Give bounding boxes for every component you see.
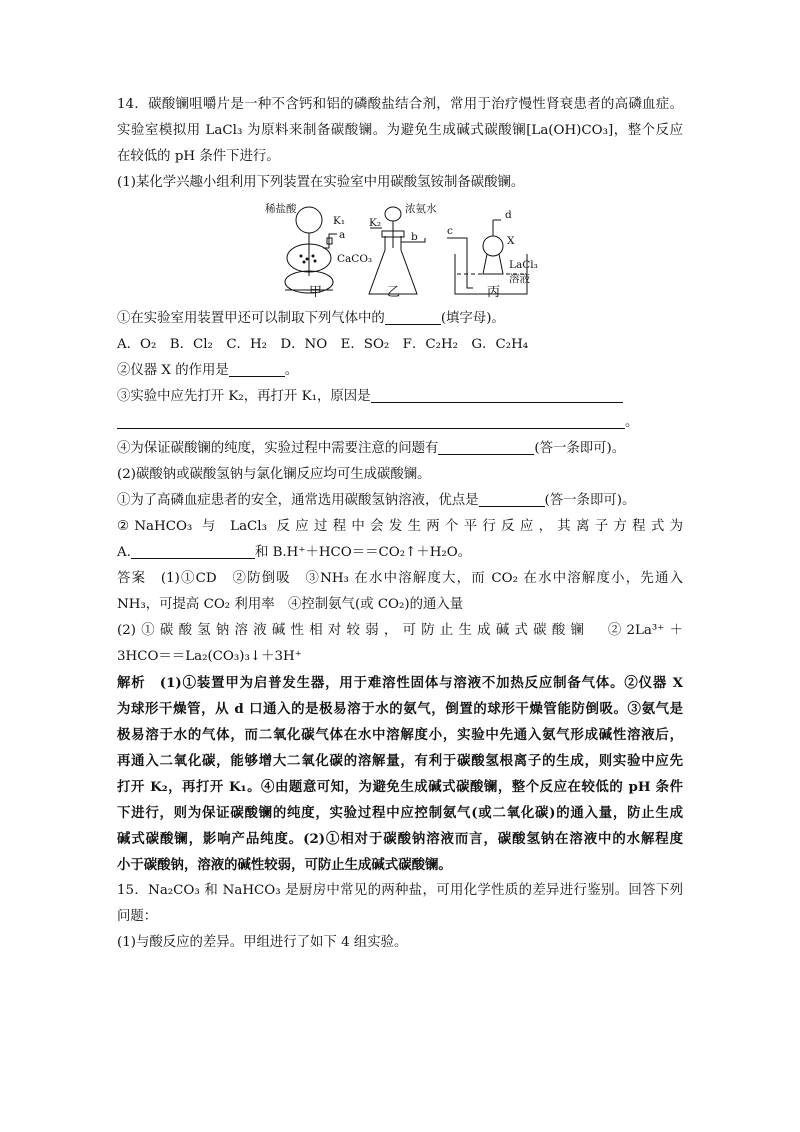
- analysis-line-4: 再通入二氧化碳，能够增大二氧化碳的溶解量，有利于碳酸氢根离子的生成，则实验中应先: [117, 753, 683, 769]
- q14-sub-2-tail: 。: [284, 363, 299, 378]
- q14-sub-2-text: ②仪器 X 的作用是: [117, 363, 229, 378]
- label-k2: K₂: [369, 217, 382, 229]
- q14-part-2-sub-2: ②NaHCO₃ 与 LaCl₃ 反应过程中会发生两个平行反应，其离子方程式为: [117, 519, 683, 534]
- q14-options: A．O₂ B．Cl₂ C．H₂ D．NO E．SO₂ F．C₂H₂ G．C₂H₄: [117, 337, 529, 352]
- q14-line-1: 14．碳酸镧咀嚼片是一种不含钙和铝的磷酸盐结合剂，常用于治疗慢性肾衰患者的高磷血症。: [117, 97, 683, 112]
- answer-blank-2: [229, 360, 285, 377]
- apparatus-figure: [117, 196, 683, 306]
- answer-blank-3b: [117, 412, 625, 429]
- label-x: X: [507, 235, 515, 247]
- analysis-line-6: 下进行，则为保证碳酸镧的纯度，实验过程中应控制氨气(或二氧化碳)的通入量，防止生成: [117, 805, 683, 821]
- q14-sub-3-text: ③实验中应先打开 K₂，再打开 K₁，原因是: [117, 389, 371, 404]
- answer-line-3: (2)①碳酸氢钠溶液碱性相对较弱，可防止生成碱式碳酸镧 ②2La³⁺＋: [117, 623, 683, 638]
- label-solution: 溶液: [509, 273, 530, 285]
- analysis-line-3: 极易溶于水的气体，而二氧化碳气体在水中溶解度小，实验中先通入氨气形成碱性溶液后，: [117, 727, 683, 743]
- q14-sub-1-tail: (填字母)。: [440, 311, 505, 326]
- answer-line-2: NH₃，可提高 CO₂ 利用率 ④控制氨气(或 CO₂)的通入量: [117, 597, 464, 612]
- analysis-line-1: 解析 (1)①装置甲为启普发生器，用于难溶性固体与溶液不加热反应制备气体。②仪器 X: [117, 675, 683, 691]
- label-b: b: [411, 231, 418, 243]
- q14-sub-4-text: ④为保证碳酸镧的纯度，实验过程中需要注意的问题有: [117, 441, 439, 456]
- q14-part-2-sub-1: [117, 488, 683, 514]
- label-conc-nh3: 浓氨水: [405, 203, 437, 215]
- answer-line-4: 3HCO＝＝La₂(CO₃)₃↓＋3H⁺: [117, 649, 302, 664]
- q14-sub-3: [117, 384, 683, 410]
- drying-tube-x: [483, 236, 503, 256]
- kipp-top-bulb: [296, 207, 322, 233]
- label-k1: K₁: [333, 215, 346, 227]
- q15-line-3: (1)与酸反应的差异。甲组进行了如下 4 组实验。: [117, 935, 408, 950]
- q14-part-2-sub-1-text: ①为了高磷血症患者的安全，通常选用碳酸氢钠溶液，优点是: [117, 493, 479, 508]
- analysis-line-5: 打开 K₂，再打开 K₁。④由题意可知，为避免生成碱式碳酸镧，整个反应在较低的 pH 条件: [117, 779, 683, 795]
- q14-sub-1-text: ①在实验室用装置甲还可以制取下列气体中的: [117, 311, 385, 326]
- q14-sub-3-end: 。: [625, 415, 639, 430]
- analysis-line-8: 小于碳酸钠，溶液的碱性较弱，可防止生成碱式碳酸镧。: [117, 857, 452, 873]
- q14-part-2-sub-2-cont: [117, 540, 683, 566]
- answer-blank-3a: [371, 386, 623, 403]
- answer-line-1: 答案 (1)①CD ②防倒吸 ③NH₃ 在水中溶解度大，而 CO₂ 在水中溶解度小，先通入: [117, 571, 683, 586]
- label-c: c: [447, 225, 453, 237]
- q15-line-1: 15．Na₂CO₃ 和 NaHCO₃ 是厨房中常见的两种盐，可用化学性质的差异进行鉴别。回答下列: [117, 883, 683, 898]
- analysis-line-2: 为球形干燥管，从 d 口通入的是极易溶于水的氨气，倒置的球形干燥管能防倒吸。③氨气是: [117, 701, 683, 717]
- q14-line-2: 实验室模拟用 LaCl₃ 为原料来制备碳酸镧。为避免生成碱式碳酸镧[La(OH)CO₃]，整个反应: [117, 123, 683, 138]
- q14-sub-1: [117, 306, 683, 332]
- label-dilute-hcl: 稀盐酸: [265, 203, 297, 215]
- q14-eq-a-label: A.: [117, 545, 131, 560]
- q14-sub-4-tail: (答一条即可)。: [534, 441, 626, 456]
- q14-part-1-intro: (1)某化学兴趣小组利用下列装置在实验室中用碳酸氢铵制备碳酸镧。: [117, 175, 525, 190]
- q14-sub-3-cont: [117, 410, 683, 436]
- q14-part-2-sub-1-tail: (答一条即可)。: [544, 493, 636, 508]
- answer-blank-1: [385, 308, 441, 325]
- dropping-funnel: [385, 207, 401, 221]
- answer-blank-4: [438, 438, 534, 455]
- answer-blank-5: [479, 490, 545, 507]
- q15-line-2: 问题：: [117, 909, 158, 924]
- caption-yi: 乙: [387, 285, 401, 300]
- q14-eq-b: 和 B.H⁺＋HCO＝＝CO₂↑＋H₂O。: [254, 545, 472, 560]
- caption-bing: 丙: [487, 285, 501, 300]
- q14-part-2-intro: (2)碳酸钠或碳酸氢钠与氯化镧反应均可生成碳酸镧。: [117, 467, 431, 482]
- label-d: d: [505, 209, 512, 221]
- label-a: a: [339, 229, 346, 241]
- caption-jia: 甲: [309, 285, 323, 300]
- apparatus-diagram: [257, 198, 557, 302]
- answer-blank-6: [131, 542, 255, 559]
- document-page: [117, 92, 683, 956]
- q14-line-3: 在较低的 pH 条件下进行。: [117, 149, 280, 164]
- analysis-line-7: 碱式碳酸镧，影响产品纯度。(2)①相对于碳酸钠溶液而言，碳酸氢钠在溶液中的水解程度: [117, 831, 683, 847]
- label-caco3: CaCO₃: [337, 253, 373, 265]
- q14-sub-2: [117, 358, 683, 384]
- q14-sub-4: [117, 436, 683, 462]
- label-lacl3: LaCl₃: [509, 259, 538, 271]
